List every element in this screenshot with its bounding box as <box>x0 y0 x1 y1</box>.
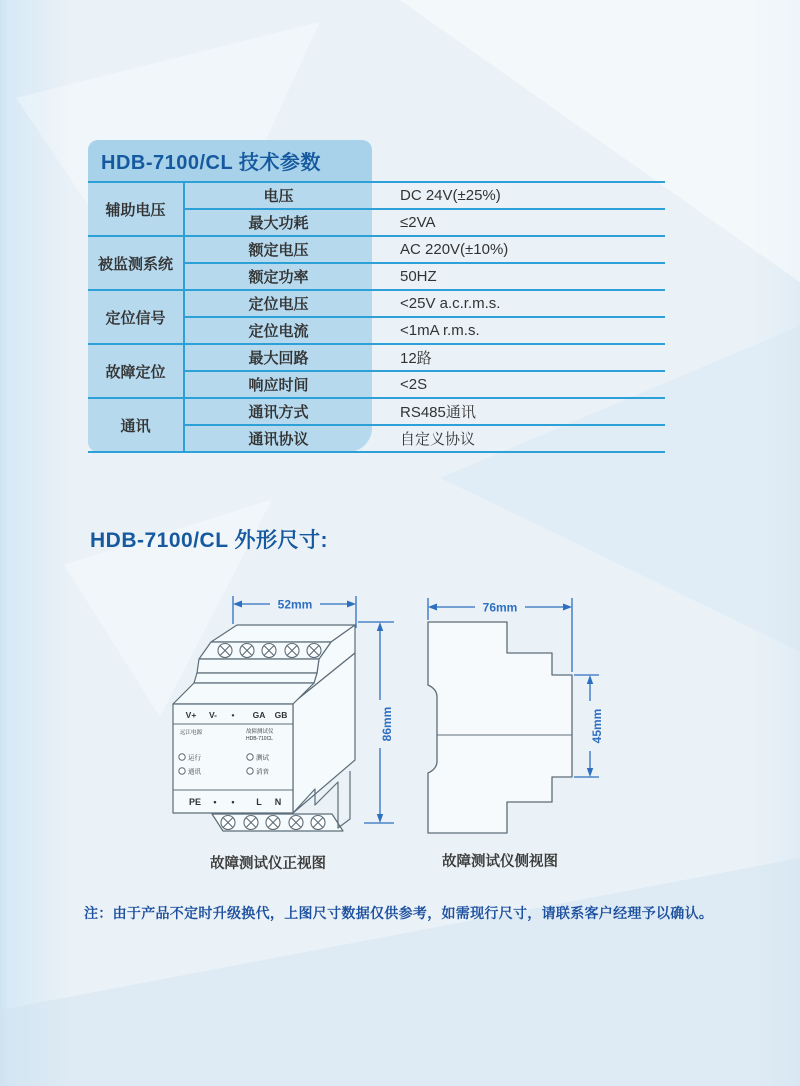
side-view-caption: 故障测试仪侧视图 <box>442 854 558 870</box>
spec-row-value: <1mA r.m.s. <box>372 316 665 343</box>
spec-row-param: 定位电流 <box>183 316 372 343</box>
spec-row-param: 定位电压 <box>183 289 372 316</box>
svg-text:测试: 测试 <box>256 754 269 762</box>
spec-table-header <box>88 140 372 181</box>
spec-row-param: 最大回路 <box>183 343 372 370</box>
front-width-label: 52mm <box>277 597 313 612</box>
arrow-up-icon <box>377 622 383 631</box>
spec-row-param: 通讯方式 <box>183 397 372 424</box>
led-indicator-icon <box>247 768 253 774</box>
spec-row-category: 故障定位 <box>88 343 183 397</box>
brand-label: 远江电源 <box>180 730 203 736</box>
svg-text:GA: GA <box>252 710 266 720</box>
spec-row-category: 被监测系统 <box>88 235 183 289</box>
spec-row-value: RS485通讯 <box>372 397 665 424</box>
spec-row-category: 定位信号 <box>88 289 183 343</box>
front-view-caption: 故障测试仪正视图 <box>210 856 326 872</box>
spec-row-value: DC 24V(±25%) <box>372 181 665 208</box>
dimensions-title: HDB-7100/CL 外形尺寸: <box>90 529 328 552</box>
led-indicator-icon <box>179 768 185 774</box>
spec-row-param: 电压 <box>183 181 372 208</box>
arrow-left-icon <box>428 604 437 611</box>
spec-row-param: 通讯协议 <box>183 424 372 451</box>
spec-row-value: <2S <box>372 370 665 397</box>
spec-title: HDB-7100/CL 技术参数 <box>101 152 321 174</box>
arrow-up-icon <box>587 675 593 684</box>
svg-text:V-: V- <box>208 710 218 720</box>
spec-row-param: 最大功耗 <box>183 208 372 235</box>
front-view-drawing <box>158 588 408 868</box>
svg-text:通讯: 通讯 <box>188 768 201 776</box>
spec-row-value: <25V a.c.r.m.s. <box>372 289 665 316</box>
svg-text:V+: V+ <box>185 710 197 720</box>
spec-row-value: AC 220V(±10%) <box>372 235 665 262</box>
side-height-label: 45mm <box>590 708 604 744</box>
arrow-right-icon <box>347 601 356 608</box>
spec-row-value: 50HZ <box>372 262 665 289</box>
side-profile-outline <box>428 622 572 833</box>
front-height-label: 86mm <box>380 706 394 742</box>
led-indicator-icon <box>247 754 253 760</box>
svg-text:PE: PE <box>188 797 202 807</box>
side-width-label: 76mm <box>482 600 518 615</box>
svg-text:•: • <box>231 797 235 807</box>
device-name-label: 故障测试仪 <box>246 729 274 735</box>
spec-row-param: 额定功率 <box>183 262 372 289</box>
note-text: 注：由于产品不定时升级换代，上图尺寸数据仅供参考，如需现行尺寸，请联系客户经理予以确认。 <box>84 905 714 921</box>
spec-row-value: 自定义协议 <box>372 424 665 451</box>
svg-text:•: • <box>231 710 235 720</box>
spec-row-param: 响应时间 <box>183 370 372 397</box>
svg-text:N: N <box>274 797 282 807</box>
svg-text:GB: GB <box>274 710 288 720</box>
arrow-down-icon <box>587 768 593 777</box>
spec-table <box>88 181 665 453</box>
svg-text:L: L <box>256 797 262 807</box>
spec-row-param: 额定电压 <box>183 235 372 262</box>
svg-text:运行: 运行 <box>188 754 201 762</box>
arrow-down-icon <box>377 814 383 823</box>
led-indicator-icon <box>179 754 185 760</box>
arrow-left-icon <box>233 601 242 608</box>
svg-text:•: • <box>213 797 217 807</box>
spec-row-category: 辅助电压 <box>88 181 183 235</box>
spec-row-category: 通讯 <box>88 397 183 451</box>
side-view-drawing <box>413 585 658 870</box>
svg-text:消音: 消音 <box>256 768 269 776</box>
model-label: HDB-710CL <box>246 736 273 742</box>
arrow-right-icon <box>563 604 572 611</box>
spec-row-value: ≤2VA <box>372 208 665 235</box>
spec-row-value: 12路 <box>372 343 665 370</box>
